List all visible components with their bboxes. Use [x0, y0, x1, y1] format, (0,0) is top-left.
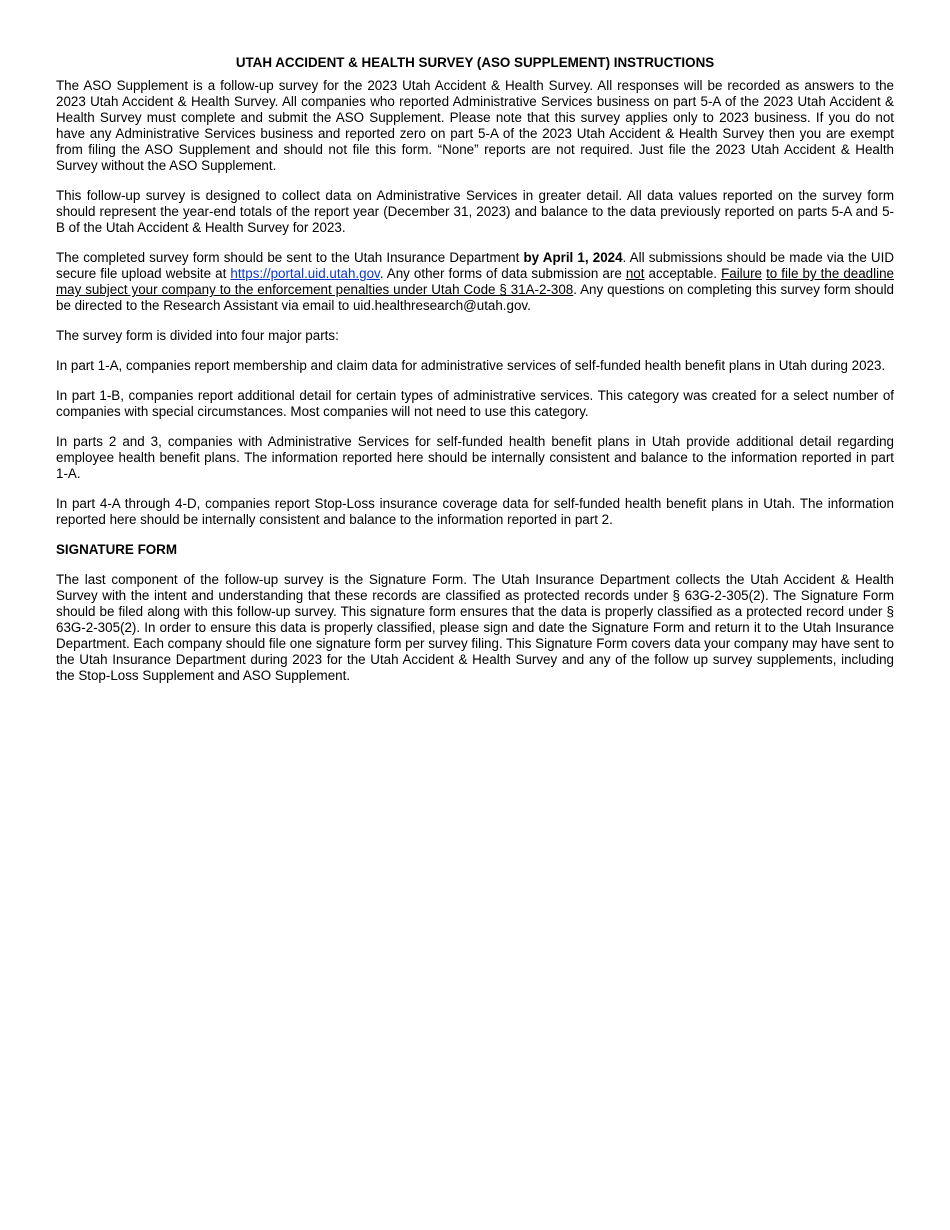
signature-form-paragraph: The last component of the follow-up survey is the Signature Form. The Utah Insurance Department collects the Utah Accident & Health Survey with the intent and understanding that these records are classified as protected records under § 63G-2-305(2). The Signature Form should be filed along with this follow-up survey. This signature form ensures that the data is properly classified as a protected record under § 63G-2-305(2). In order to ensure this data is properly classified, please sign and date the Signature Form and return it to the Utah Insurance Department. Each company should file one signature form per survey filing. This Signature Form covers data your company may have sent to the Utah Insurance Department during 2023 for the Utah Accident & Health Survey and any of the follow up survey supplements, including the Stop-Loss Supplement and ASO Supplement. — [56, 572, 894, 683]
purpose-paragraph: This follow-up survey is designed to collect data on Administrative Services in greater detail. All data values reported on the survey form should represent the year-end totals of the report year (December 31, 2023) and balance to the data previously reported on parts 5-A and 5-B of the Utah Accident & Health Survey for 2023. — [56, 188, 894, 235]
submission-text-3: . Any other forms of data submission are — [379, 266, 626, 281]
submission-text-6: . Any questions on completing this survey form should be directed to the Research Assistant via email to uid.healthresearch@utah.gov. — [56, 282, 894, 313]
parts-2-3-paragraph: In parts 2 and 3, companies with Administrative Services for self-funded health benefit plans in Utah provide additional detail regarding employee health benefit plans. The information reported here should be internally consistent and balance to the information reported in part 1-A. — [56, 434, 894, 481]
submission-text-2: . All submissions should be made via the UID secure file upload website at — [56, 250, 894, 281]
page-title: UTAH ACCIDENT & HEALTH SURVEY (ASO SUPPLEMENT) INSTRUCTIONS — [235, 55, 715, 70]
part-4-paragraph: In part 4-A through 4-D, companies report Stop-Loss insurance coverage data for self-funded health benefit plans in Utah. The information reported here should be internally consistent and balance to the information reported in part 2. — [56, 496, 894, 527]
intro-paragraph: The ASO Supplement is a follow-up survey for the 2023 Utah Accident & Health Survey. All responses will be recorded as answers to the 2023 Utah Accident & Health Survey. All companies who reported Administrative Services business on part 5-A of the 2023 Utah Accident & Health Survey must complete and submit the ASO Supplement. Please note that this survey applies only to 2023 business. If you do not have any Administrative Services business and reported zero on part 5-A of the 2023 Utah Accident & Health Survey then you are exempt from filing the ASO Supplement and should not file this form. “None” reports are not required. Just file the 2023 Utah Accident & Health Survey without the ASO Supplement. — [56, 78, 894, 173]
deadline-text: by April 1, 2024 — [523, 250, 623, 265]
not-emphasis: not — [625, 266, 645, 281]
parts-overview-paragraph: The survey form is divided into four major parts: — [56, 328, 339, 343]
part-1b-paragraph: In part 1-B, companies report additional detail for certain types of administrative services. This category was created for a select number of companies with special circumstances. Most companies will not need to use this category. — [56, 388, 894, 419]
submission-text-1: The completed survey form should be sent to the Utah Insurance Department — [56, 250, 524, 265]
submission-text-4: acceptable. — [644, 266, 722, 281]
penalty-emphasis: to file by the deadline may subject your company to the enforcement penalties under Utah Code § 31A-2-308 — [56, 266, 894, 297]
submission-paragraph — [56, 250, 894, 314]
part-1a-paragraph: In part 1-A, companies report membership and claim data for administrative services of self-funded health benefit plans in Utah during 2023. — [56, 358, 886, 373]
failure-emphasis: Failure — [721, 266, 763, 281]
portal-link[interactable]: https://portal.uid.utah.gov — [230, 266, 380, 281]
document-page — [56, 54, 894, 698]
signature-form-heading: SIGNATURE FORM — [56, 542, 178, 557]
